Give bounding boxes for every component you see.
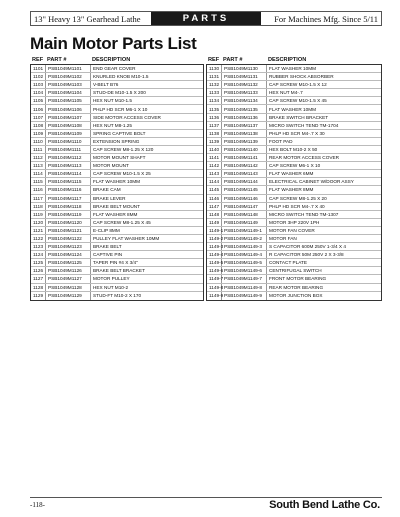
column-header-ref: REF [208, 56, 220, 63]
cell-ref: 1138 [207, 130, 222, 137]
cell-ref: 1114 [31, 170, 46, 177]
column-header-part: PART # [47, 56, 67, 63]
cell-ref: 1122 [31, 235, 46, 242]
cell-description: MICRO SWITCH TEND TM-1307 [269, 211, 339, 217]
cell-part-number: PSB1049M1114 [46, 170, 91, 177]
table-row [207, 73, 381, 81]
cell-ref: 1108 [31, 122, 46, 129]
table-row [207, 251, 381, 259]
page-title: Main Motor Parts List [30, 34, 197, 53]
table-row [31, 65, 203, 73]
cell-description: S CAPACITOR 600M 250V 1-3/4 X 4 [269, 244, 346, 250]
table-row [31, 203, 203, 211]
cell-description: STUD-FT M10-2 X 170 [93, 293, 142, 299]
table-row [31, 97, 203, 105]
footer-divider [30, 497, 382, 498]
cell-ref: 1111 [31, 146, 46, 153]
cell-description: CAP SCREW M10-1.5 X 12 [269, 82, 327, 88]
table-row [31, 170, 203, 178]
cell-part-number: PSB1049M1149-4 [222, 251, 267, 258]
cell-ref: 1148 [207, 211, 222, 218]
table-row [31, 267, 203, 275]
table-header [30, 55, 204, 64]
table-row [31, 130, 203, 138]
cell-part-number: PSB1049M1149-8 [222, 284, 267, 291]
page-header [30, 11, 382, 26]
cell-description: MOTOR PULLEY [93, 276, 130, 282]
table-row [31, 235, 203, 243]
cell-part-number: PSB1049M1133 [222, 89, 267, 96]
table-row [207, 130, 381, 138]
table-row [31, 146, 203, 154]
cell-description: REAR MOTOR BEARING [269, 284, 324, 290]
cell-description: FLAT WASHER 10MM [93, 179, 141, 185]
cell-description: FLAT WASHER 8MM [93, 211, 138, 217]
cell-description: R CAPACITOR 50M 250V 2 X 3-3/8 [269, 252, 344, 258]
cell-part-number: PSB1049M1149 [222, 219, 267, 226]
cell-part-number: PSB1049M1141 [222, 154, 267, 161]
cell-part-number: PSB1049M1122 [46, 235, 91, 242]
cell-description: SPRING CAPTIVE BOLT [93, 130, 146, 136]
cell-part-number: PSB1049M1115 [46, 178, 91, 185]
cell-ref: 1134 [207, 97, 222, 104]
table-row [207, 170, 381, 178]
cell-part-number: PSB1049M1108 [46, 122, 91, 129]
cell-part-number: PSB1049M1120 [46, 219, 91, 226]
cell-ref: 1110 [31, 138, 46, 145]
cell-ref: 1124 [31, 251, 46, 258]
table-row [207, 186, 381, 194]
cell-description: BRAKE LEVER [93, 195, 126, 201]
table-row [207, 219, 381, 227]
cell-part-number: PSB1049M1149-2 [222, 235, 267, 242]
cell-description: ELECTRICAL CABINET W/DOOR ASSY [269, 179, 354, 185]
cell-description: EXTENSION SPRING [93, 138, 140, 144]
table-row [207, 195, 381, 203]
cell-description: BRAKE SWITCH BRACKET [269, 114, 329, 120]
cell-description: MOTOR MOUNT SHAFT [93, 155, 146, 161]
table-row [207, 89, 381, 97]
table-row [207, 267, 381, 275]
cell-ref: 1117 [31, 195, 46, 202]
table-row [207, 235, 381, 243]
cell-description: FLAT WASHER 8MM [269, 187, 314, 193]
cell-part-number: PSB1049M1105 [46, 97, 91, 104]
cell-description: MOTOR FAN [269, 236, 297, 242]
table-row [207, 275, 381, 283]
table-row [31, 178, 203, 186]
table-row [31, 195, 203, 203]
cell-part-number: PSB1049M1148 [222, 211, 267, 218]
cell-part-number: PSB1049M1145 [222, 186, 267, 193]
cell-part-number: PSB1049M1129 [46, 292, 91, 300]
table-row [207, 146, 381, 154]
cell-ref: 1128 [31, 284, 46, 291]
cell-ref: 1149-1 [209, 227, 224, 233]
table-row [31, 105, 203, 113]
cell-ref: 1149-5 [209, 260, 224, 266]
cell-part-number: PSB1049M1107 [46, 114, 91, 121]
cell-part-number: PSB1049M1132 [222, 81, 267, 88]
brand-logo-text: South Bend Lathe Co. [269, 499, 380, 511]
table-body [30, 64, 204, 301]
cell-ref: 1135 [207, 105, 222, 112]
cell-ref: 1105 [31, 97, 46, 104]
cell-description: E-CLIP 8MM [93, 227, 120, 233]
cell-description: PHLP HD SCR M4-.7 X 40 [269, 203, 325, 209]
cell-part-number: PSB1049M1147 [222, 203, 267, 210]
cell-part-number: PSB1049M1149-7 [222, 275, 267, 282]
table-row [31, 251, 203, 259]
cell-ref: 1112 [31, 154, 46, 161]
cell-ref: 1116 [31, 186, 46, 193]
cell-description: HEX NUT M8-1.25 [93, 122, 132, 128]
table-row [31, 284, 203, 292]
cell-description: MOTOR 3HP 220V 1PH [269, 219, 320, 225]
cell-description: RUBBER SHOCK ABSORBER [269, 74, 334, 80]
table-row [31, 154, 203, 162]
cell-ref: 1131 [207, 73, 222, 80]
cell-ref: 1149-8 [209, 284, 224, 290]
cell-part-number: PSB1049M1149-1 [222, 227, 267, 234]
column-header-description: DESCRIPTION [92, 56, 131, 63]
cell-part-number: PSB1049M1126 [46, 267, 91, 274]
cell-part-number: PSB1049M1109 [46, 130, 91, 137]
cell-ref: 1129 [31, 292, 46, 300]
cell-ref: 1142 [207, 162, 222, 169]
table-row [31, 243, 203, 251]
cell-ref: 1145 [207, 186, 222, 193]
table-row [207, 105, 381, 113]
cell-description: FLAT WASHER 6MM [269, 171, 314, 177]
cell-ref: 1102 [31, 73, 46, 80]
cell-ref: 1121 [31, 227, 46, 234]
table-row [207, 81, 381, 89]
parts-table-left [30, 55, 204, 301]
cell-description: CONTACT PLATE [269, 260, 308, 266]
cell-ref: 1113 [31, 162, 46, 169]
column-header-description: DESCRIPTION [268, 56, 307, 63]
cell-ref: 1149 [207, 219, 222, 226]
cell-description: END GEAR COVER [93, 66, 136, 72]
cell-ref: 1147 [207, 203, 222, 210]
cell-ref: 1109 [31, 130, 46, 137]
table-row [207, 284, 381, 292]
cell-ref: 1144 [207, 178, 222, 185]
cell-part-number: PSB1049M1113 [46, 162, 91, 169]
cell-part-number: PSB1049M1110 [46, 138, 91, 145]
cell-description: HEX BOLT M10-2 X 50 [269, 146, 318, 152]
cell-ref: 1130 [207, 65, 222, 72]
cell-part-number: PSB1049M1118 [46, 203, 91, 210]
cell-ref: 1133 [207, 89, 222, 96]
cell-ref: 1118 [31, 203, 46, 210]
cell-description: FOOT PAD [269, 138, 293, 144]
cell-part-number: PSB1049M1117 [46, 195, 91, 202]
table-row [31, 259, 203, 267]
table-header [206, 55, 382, 64]
table-row [31, 162, 203, 170]
cell-description: HEX NUT M10-1.5 [93, 98, 132, 104]
column-header-part: PART # [223, 56, 243, 63]
cell-part-number: PSB1049M1149-5 [222, 259, 267, 266]
cell-description: CAPTIVE PIN [93, 252, 123, 258]
cell-part-number: PSB1049M1119 [46, 211, 91, 218]
parts-table-right [206, 55, 382, 301]
cell-ref: 1101 [31, 65, 46, 72]
table-row [207, 65, 381, 73]
cell-description: HEX NUT M10-2 [93, 284, 129, 290]
table-row [207, 97, 381, 105]
table-row [207, 138, 381, 146]
page-number: -118- [30, 501, 45, 509]
cell-part-number: PSB1049M1143 [222, 170, 267, 177]
table-body [206, 64, 382, 301]
cell-description: KNURLED KNOB M10-1.5 [93, 74, 149, 80]
table-row [31, 73, 203, 81]
cell-part-number: PSB1049M1123 [46, 243, 91, 250]
cell-description: BRAKE BELT BRACKET [93, 268, 145, 274]
cell-part-number: PSB1049M1142 [222, 162, 267, 169]
cell-description: MICRO SWITCH TEND TM-1704 [269, 122, 339, 128]
cell-ref: 1149-4 [209, 252, 224, 258]
cell-ref: 1136 [207, 114, 222, 121]
cell-description: FLAT WASHER 10MM [269, 66, 317, 72]
cell-part-number: PSB1049M1138 [222, 130, 267, 137]
cell-description: PHLP HD SCR M6-1 X 10 [93, 106, 148, 112]
cell-ref: 1149-9 [209, 293, 224, 299]
cell-part-number: PSB1049M1127 [46, 275, 91, 282]
cell-ref: 1146 [207, 195, 222, 202]
table-row [207, 259, 381, 267]
cell-ref: 1103 [31, 81, 46, 88]
cell-ref: 1123 [31, 243, 46, 250]
cell-ref: 1119 [31, 211, 46, 218]
cell-description: HEX NUT M4-.7 [269, 90, 303, 96]
cell-description: MOTOR MOUNT [93, 163, 129, 169]
cell-description: CAP SCREW M10-1.5 X 45 [269, 98, 327, 104]
cell-description: SIDE MOTOR ACCESS COVER [93, 114, 161, 120]
cell-part-number: PSB1049M1125 [46, 259, 91, 266]
table-row [31, 186, 203, 194]
cell-ref: 1125 [31, 259, 46, 266]
cell-part-number: PSB1049M1116 [46, 186, 91, 193]
column-header-ref: REF [32, 56, 44, 63]
table-row [31, 89, 203, 97]
cell-part-number: PSB1049M1149-9 [222, 292, 267, 300]
cell-ref: 1107 [31, 114, 46, 121]
cell-part-number: PSB1049M1136 [222, 114, 267, 121]
cell-description: PHLP HD SCR M4-.7 X 30 [269, 130, 325, 136]
cell-ref: 1140 [207, 146, 222, 153]
cell-ref: 1126 [31, 267, 46, 274]
cell-ref: 1149-6 [209, 268, 224, 274]
cell-ref: 1137 [207, 122, 222, 129]
cell-description: CAP SCREW M8-1.25 X 20 [269, 195, 327, 201]
table-row [31, 227, 203, 235]
cell-part-number: PSB1049M1106 [46, 105, 91, 112]
table-row [207, 243, 381, 251]
cell-ref: 1132 [207, 81, 222, 88]
table-row [207, 162, 381, 170]
cell-ref: 1127 [31, 275, 46, 282]
cell-part-number: PSB1049M1135 [222, 105, 267, 112]
cell-description: CAP SCREW M10-1.5 X 25 [93, 171, 151, 177]
table-row [31, 114, 203, 122]
table-row [207, 178, 381, 186]
table-row [207, 114, 381, 122]
cell-part-number: PSB1049M1130 [222, 65, 267, 72]
table-row [31, 292, 203, 300]
table-row [207, 211, 381, 219]
table-row [207, 292, 381, 300]
cell-description: MOTOR JUNCTION BOX [269, 293, 323, 299]
table-row [207, 227, 381, 235]
cell-part-number: PSB1049M1144 [222, 178, 267, 185]
cell-description: CENTRIFUGAL SWITCH [269, 268, 322, 274]
cell-ref: 1120 [31, 219, 46, 226]
cell-part-number: PSB1049M1131 [222, 73, 267, 80]
table-row [31, 275, 203, 283]
cell-description: REAR MOTOR ACCESS COVER [269, 155, 339, 161]
cell-description: FRONT MOTOR BEARING [269, 276, 327, 282]
cell-part-number: PSB1049M1146 [222, 195, 267, 202]
cell-description: PULLEY FLAT WASHER 10MM [93, 236, 160, 242]
header-manufacture-date: For Machines Mfg. Since 5/11 [261, 12, 381, 25]
cell-part-number: PSB1049M1121 [46, 227, 91, 234]
table-row [31, 81, 203, 89]
cell-part-number: PSB1049M1103 [46, 81, 91, 88]
cell-ref: 1104 [31, 89, 46, 96]
cell-description: CAP SCREW M8-1.25 X 45 [93, 219, 151, 225]
header-section-label: PARTS [151, 12, 261, 25]
cell-description: FLAT WASHER 10MM [269, 106, 317, 112]
table-row [207, 154, 381, 162]
header-machine-title: 13" Heavy 13" Gearhead Lathe [31, 12, 151, 25]
table-row [31, 211, 203, 219]
cell-part-number: PSB1049M1102 [46, 73, 91, 80]
cell-part-number: PSB1049M1128 [46, 284, 91, 291]
cell-part-number: PSB1049M1149-6 [222, 267, 267, 274]
cell-ref: 1143 [207, 170, 222, 177]
cell-ref: 1149-7 [209, 276, 224, 282]
cell-part-number: PSB1049M1111 [46, 146, 91, 153]
cell-description: CAP SCREW M8-1.25 X 120 [93, 146, 154, 152]
cell-description: STUD-DE M10-1.5 X 200 [93, 90, 146, 96]
table-row [31, 138, 203, 146]
cell-part-number: PSB1049M1124 [46, 251, 91, 258]
cell-part-number: PSB1049M1149-3 [222, 243, 267, 250]
cell-part-number: PSB1049M1139 [222, 138, 267, 145]
cell-description: MOTOR FAN COVER [269, 227, 315, 233]
cell-ref: 1106 [31, 105, 46, 112]
cell-description: V-BELT B76 [93, 82, 119, 88]
table-row [207, 122, 381, 130]
cell-part-number: PSB1049M1112 [46, 154, 91, 161]
cell-description: BRAKE BELT MOUNT [93, 203, 140, 209]
cell-part-number: PSB1049M1101 [46, 65, 91, 72]
cell-ref: 1149-3 [209, 244, 224, 250]
cell-description: BRAKE BELT [93, 244, 122, 250]
cell-description: BRAKE CAM [93, 187, 121, 193]
cell-description: CAP SCREW M6-1 X 10 [269, 163, 321, 169]
table-row [31, 122, 203, 130]
cell-ref: 1139 [207, 138, 222, 145]
cell-part-number: PSB1049M1140 [222, 146, 267, 153]
cell-part-number: PSB1049M1104 [46, 89, 91, 96]
cell-part-number: PSB1049M1134 [222, 97, 267, 104]
table-row [31, 219, 203, 227]
table-row [207, 203, 381, 211]
cell-ref: 1149-2 [209, 236, 224, 242]
cell-part-number: PSB1049M1137 [222, 122, 267, 129]
cell-description: TAPER PIN #4 X 3/4" [93, 260, 138, 266]
cell-ref: 1141 [207, 154, 222, 161]
cell-ref: 1115 [31, 178, 46, 185]
